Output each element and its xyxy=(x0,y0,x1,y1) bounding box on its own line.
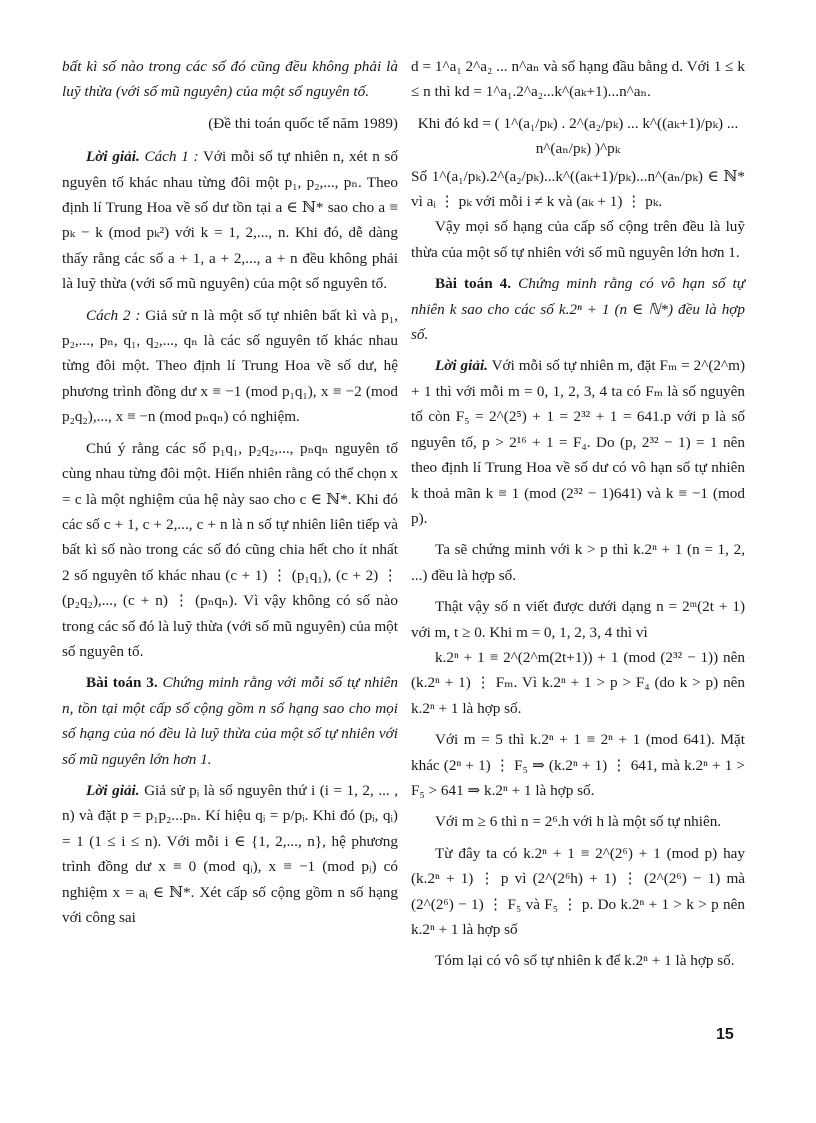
problem-4-heading: Bài toán 4. xyxy=(435,275,512,293)
solution-heading: Lời giải. xyxy=(86,148,140,166)
intro-text: bất kì số nào trong các số đó cũng đều không phải là luỹ thừa (với số mũ nguyên) của một số nguyên tố. xyxy=(62,58,398,101)
method-2-label: Cách 2 : xyxy=(86,306,141,324)
case-m-5: Với m = 5 thì k.2ⁿ + 1 ≡ 2ⁿ + 1 (mod 641). Mặt khác (2ⁿ + 1) ⋮ F₅ ⇒ (k.2ⁿ + 1) ⋮ 641, mà k.2ⁿ + 1 > F₅ > 641 ⇒ k.2ⁿ + 1 là hợp số. xyxy=(411,731,745,799)
page-number: 15 xyxy=(716,1026,734,1043)
remark-paragraph: Chú ý rằng các số p₁q₁, p₂q₂,..., pₙqₙ nguyên tố cùng nhau từng đôi một. Hiển nhiên rằng có thể chọn x = c là một nghiệm của hệ này sao cho c ∈ ℕ*. Khi đó các số c + 1, c + 2,..., c + n là n số tự nhiên liên tiếp và bất kì số nào trong các số đó cũng chia hết cho ít nhất 2 số nguyên tố khác nhau (c + 1) ⋮ (p₁q₁), (c + 2) ⋮ (p₂q₂),..., (c + n) ⋮ (pₙqₙ). Vì vậy không có số nào trong các số đó là luỹ thừa (với số mũ nguyên) của một số nguyên tố. xyxy=(62,439,398,660)
final-conclusion: Tóm lại có vô số tự nhiên k để k.2ⁿ + 1 là hợp số. xyxy=(435,952,735,970)
left-column xyxy=(62,54,398,930)
right-column xyxy=(411,54,745,974)
case-setup: Thật vậy số n viết được dưới dạng n = 2ᵐ(2t + 1) với m, t ≥ 0. Khi m = 0, 1, 2, 3, 4 thì vì xyxy=(411,598,745,641)
progression-definition: d = 1^a₁ 2^a₂ ... n^aₙ và số hạng đầu bằng d. Với 1 ≤ k ≤ n thì kd = 1^a₁.2^a₂...k^(aₖ+1)...n^aₙ. xyxy=(411,58,745,101)
problem-3-text: Chứng minh rằng với mỗi số tự nhiên n, tồn tại một cấp số cộng gồm n số hạng sao cho mọi số hạng của nó đều là luỹ thừa của một số tự nhiên với số mũ nguyên lớn hơn 1. xyxy=(62,674,399,768)
solution-4 xyxy=(411,353,745,531)
claim-paragraph: Ta sẽ chứng minh với k > p thì k.2ⁿ + 1 (n = 1, 2, ...) đều là hợp số. xyxy=(411,541,745,584)
solution-3-heading: Lời giải. xyxy=(86,781,140,799)
problem-4 xyxy=(411,271,745,347)
solution-3 xyxy=(62,778,398,930)
case-m-6: Với m ≥ 6 thì n = 2⁶.h với h là một số tự nhiên. xyxy=(435,813,722,831)
problem-4-text: Chứng minh rằng có vô hạn số tự nhiên k sao cho các số k.2ⁿ + 1 (n ∈ ℕ*) đều là hợp số. xyxy=(411,275,745,344)
method-2-text: Giả sử n là một số tự nhiên bất kì và p₁, p₂,..., pₙ, q₁, q₂,..., qₙ là các số nguyên tố khác nhau từng đôi một. Theo định lí Trung Hoa về số dư, hệ phương trình đồng dư x ≡ −1 (mod p₁q₁), x ≡ −2 (mod p₂q₂),..., x ≡ −n (mod pₙqₙ) có nghiệm. xyxy=(62,306,398,426)
case-m-6-proof: Từ đây ta có k.2ⁿ + 1 ≡ 2^(2⁶) + 1 (mod p) hay (k.2ⁿ + 1) ⋮ p vì (2^(2⁶h) + 1) ⋮ (2^(2⁶) − 1) mà (2^(2⁶) − 1) ⋮ F₅ và F₅ ⋮ p. Do k.2ⁿ + 1 > k > p nên k.2ⁿ + 1 là hợp số xyxy=(411,844,745,938)
method-1-text: Với mỗi số tự nhiên n, xét n số nguyên tố khác nhau từng đôi một p₁, p₂,..., pₙ. Theo định lí Trung Hoa về số dư tồn tại a ∈ ℕ* sao cho a ≡ pₖ − k (mod pₖ²) với k = 1, 2,..., n. Khi đó, dễ dàng thấy rằng các số a + 1, a + 2,..., a + n đều không phải là luỹ thừa (với số mũ nguyên) của một số nguyên tố. xyxy=(62,148,398,293)
kd-formula: Khi đó kd = ( 1^(a₁/pₖ) . 2^(a₂/pₖ) ... k^((aₖ+1)/pₖ) ... n^(aₙ/pₖ) )^pₖ xyxy=(417,114,739,158)
conclusion-3: Vậy mọi số hạng của cấp số cộng trên đều là luỹ thừa của một số tự nhiên với số mũ nguyên lớn hơn 1. xyxy=(411,218,745,261)
solution-method-2 xyxy=(62,303,398,430)
solution-4-text: Với mỗi số tự nhiên m, đặt Fₘ = 2^(2^m) + 1 thì với mỗi m = 0, 1, 2, 3, 4 ta có Fₘ là số nguyên tố còn F₅ = 2^(2⁵) + 1 = 2³² + 1 = 641.p với p là số nguyên tố, p > 2¹⁶ + 1 = F₄. Do (p, 2³² − 1) = 1 nên theo định lí Trung Hoa về số dư có vô hạn số tự nhiên k thoả mãn k ≡ 1 (mod (2³² − 1)641) và k ≡ −1 (mod p). xyxy=(411,357,745,527)
solution-4-heading: Lời giải. xyxy=(435,357,488,375)
natural-number-claim: Số 1^(a₁/pₖ).2^(a₂/pₖ)...k^((aₖ+1)/pₖ)...n^(aₙ/pₖ) ∈ ℕ* vì aᵢ ⋮ pₖ với mỗi i ≠ k và (aₖ + 1) ⋮ pₖ. xyxy=(411,167,745,211)
source-citation: (Đề thi toán quốc tế năm 1989) xyxy=(208,114,398,132)
method-1-label: Cách 1 : xyxy=(144,148,199,166)
case-m-0-4: k.2ⁿ + 1 ≡ 2^(2^m(2t+1)) + 1 (mod (2³² − 1)) nên (k.2ⁿ + 1) ⋮ Fₘ. Vì k.2ⁿ + 1 > p > F₄ (do k > p) nên k.2ⁿ + 1 là hợp số. xyxy=(411,648,745,717)
solution-3-text: Giả sử pᵢ là số nguyên thứ i (i = 1, 2, ... , n) và đặt p = p₁p₂...pₙ. Kí hiệu qᵢ = p/pᵢ. Khi đó (pᵢ, qᵢ) = 1 (1 ≤ i ≤ n). Với mỗi i ∈ {1, 2,..., n}, hệ phương trình đồng dư x ≡ 0 (mod qᵢ), x ≡ −1 (mod pᵢ) có nghiệm x = aᵢ ∈ ℕ*. Xét cấp số cộng gồm n số hạng với công sai xyxy=(62,781,399,926)
problem-3 xyxy=(62,670,398,772)
problem-3-heading: Bài toán 3. xyxy=(86,674,158,692)
solution-method-1 xyxy=(62,144,398,296)
